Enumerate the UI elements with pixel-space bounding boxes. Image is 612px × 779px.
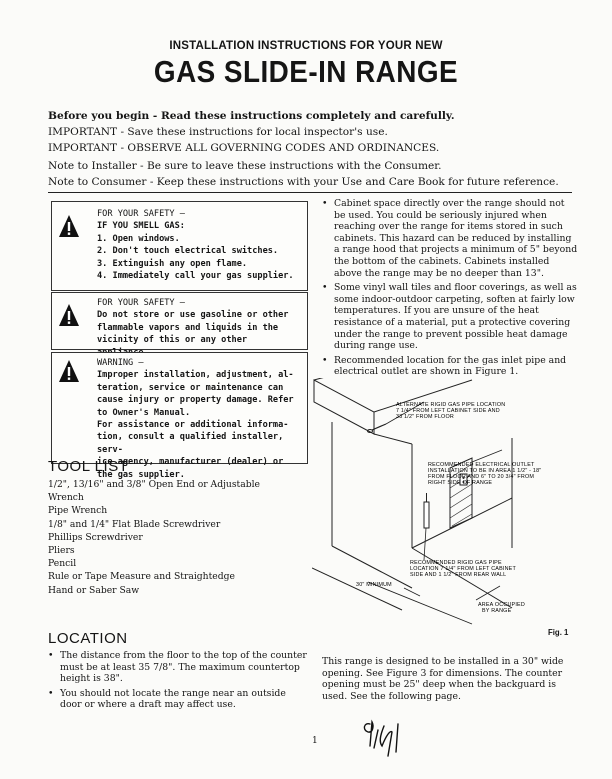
divider bbox=[48, 192, 572, 193]
tool-item: Rule or Tape Measure and Straightedge bbox=[48, 571, 235, 583]
intro-line: Before you begin - Read these instructions completely and carefully. bbox=[48, 110, 455, 122]
safety-line: Do not store or use gasoline or other bbox=[97, 310, 289, 321]
location-bullet: • You should not locate the range near an outside door or where a draft may affect use. bbox=[48, 688, 310, 711]
safety-heading: FOR YOUR SAFETY — bbox=[97, 209, 185, 219]
location-list bbox=[48, 650, 310, 714]
safety-box-gas bbox=[51, 201, 308, 291]
tool-item: Pencil bbox=[48, 558, 77, 570]
tool-item: Phillips Screwdriver bbox=[48, 531, 143, 543]
location-title: LOCATION bbox=[48, 630, 128, 647]
safety-line: teration, service or maintenance can bbox=[97, 382, 284, 393]
right-bullet: • Some vinyl wall tiles and floor coverings, as well as some indoor-outdoor carpeting, soften at fairly low temperatures. If you are unsure of the heat resistance of a material, put a protective covering under the range to prevent possible heat damage during range use. bbox=[322, 282, 578, 352]
safety-line: For assistance or additional informa- bbox=[97, 420, 289, 431]
safety-heading: FOR YOUR SAFETY — bbox=[97, 298, 185, 308]
figure-label: 33 1/2" FROM FLOOR bbox=[396, 414, 454, 420]
right-bullet: • Cabinet space directly over the range should not be used. You could be seriously injured when reaching over the range for items stored in such cabinets. This hazard can be reduced by installing a range hood that projects a minimum of 5" beyond the bottom of the cabinets. Cabinets installed above the range may be no deeper than 13". bbox=[322, 198, 578, 279]
safety-line: the gas supplier. bbox=[97, 469, 185, 480]
figure-label: ALTERNATE RIGID GAS PIPE LOCATION bbox=[396, 402, 506, 408]
safety-line: 1. Open windows. bbox=[97, 233, 180, 244]
safety-line: 2. Don't touch electrical switches. bbox=[97, 246, 279, 257]
counter-shape bbox=[314, 380, 374, 434]
intro-line: IMPORTANT - Save these instructions for local inspector's use. bbox=[48, 126, 388, 138]
safety-line: flammable vapors and liquids in the bbox=[97, 322, 279, 333]
figure-label: AREA OCCUPIED bbox=[478, 602, 525, 608]
safety-line: IF YOU SMELL GAS: bbox=[97, 221, 185, 232]
intro-line: IMPORTANT - OBSERVE ALL GOVERNING CODES AND ORDINANCES. bbox=[48, 142, 440, 154]
tool-item: 1/2", 13/16" and 3/8" Open End or Adjustable bbox=[48, 479, 260, 490]
figure-label: RIGHT SIDE OF RANGE bbox=[428, 480, 493, 486]
location-bullet: • The distance from the floor to the top of the counter must be at least 35 7/8". The maximum countertop height is 38". bbox=[48, 650, 310, 685]
figure-label: BY RANGE bbox=[482, 608, 512, 614]
figure-label: RECOMMENDED RIGID GAS PIPE bbox=[410, 560, 502, 566]
figure-label: 30" MINIMUM bbox=[356, 582, 392, 588]
page-title: GAS SLIDE-IN RANGE bbox=[153, 54, 459, 89]
safety-box-vapors bbox=[51, 292, 308, 350]
safety-line: tion, consult a qualified installer, serv- bbox=[97, 432, 284, 455]
figure-label: LOCATION 7 1/4" FROM LEFT CABINET bbox=[410, 566, 516, 572]
figure-label: SIDE AND 1 1/2" FROM REAR WALL bbox=[410, 572, 507, 578]
safety-line: Improper installation, adjustment, al- bbox=[97, 370, 294, 381]
safety-line: ice agency, manufacturer (dealer) or bbox=[97, 457, 284, 468]
gas-pipe-alt-icon bbox=[368, 424, 387, 433]
intro-line: Note to Installer - Be sure to leave these instructions with the Consumer. bbox=[48, 160, 442, 172]
gas-pipe-recommended-icon bbox=[424, 493, 429, 528]
tool-item: Hand or Saber Saw bbox=[48, 584, 140, 596]
safety-line: to Owner's Manual. bbox=[97, 407, 191, 418]
safety-line: 3. Extinguish any open flame. bbox=[97, 258, 248, 269]
handwritten-date bbox=[360, 712, 416, 764]
tool-item: Pliers bbox=[48, 545, 75, 557]
page-number: 1 bbox=[312, 736, 318, 746]
tool-list bbox=[48, 478, 260, 597]
intro-line: Note to Consumer - Keep these instructions with your Use and Care Book for future reference. bbox=[48, 176, 559, 188]
warning-icon bbox=[58, 214, 80, 238]
safety-heading: WARNING — bbox=[97, 358, 144, 368]
tool-item: Wrench bbox=[48, 492, 84, 504]
figure-label: FROM FLOOR AND 6" TO 20 3/4" FROM bbox=[428, 474, 535, 480]
right-bullet: • Recommended location for the gas inlet pipe and electrical outlet are shown in Figure 1. bbox=[322, 355, 578, 378]
figure-label: 7 1/4" FROM LEFT CABINET SIDE AND bbox=[396, 408, 500, 414]
subtitle: INSTALLATION INSTRUCTIONS FOR YOUR NEW bbox=[169, 40, 443, 52]
right-column bbox=[322, 198, 578, 381]
tool-list-title: TOOL LIST bbox=[48, 458, 129, 475]
figure-1-diagram bbox=[312, 378, 582, 630]
safety-line: cause injury or property damage. Refer bbox=[97, 395, 294, 406]
figure-label: RECOMMENDED ELECTRICAL OUTLET bbox=[428, 462, 535, 468]
warning-icon bbox=[58, 359, 80, 383]
tool-item: Pipe Wrench bbox=[48, 505, 108, 517]
safety-line: vicinity of this or any other bbox=[97, 335, 248, 346]
figure-caption: Fig. 1 bbox=[548, 628, 569, 637]
safety-line: 4. Immediately call your gas supplier. bbox=[97, 271, 294, 282]
tool-item: 1/8" and 1/4" Flat Blade Screwdriver bbox=[48, 518, 221, 530]
warning-icon bbox=[58, 303, 80, 327]
range-opening-paragraph: This range is designed to be installed in a 30" wide opening. See Figure 3 for dimensions. The counter opening must be 25" deep when the backguard is used. See the following page. bbox=[322, 656, 564, 702]
figure-label: INSTALLATION TO BE IN AREA 1 1/2" - 18" bbox=[428, 468, 542, 474]
